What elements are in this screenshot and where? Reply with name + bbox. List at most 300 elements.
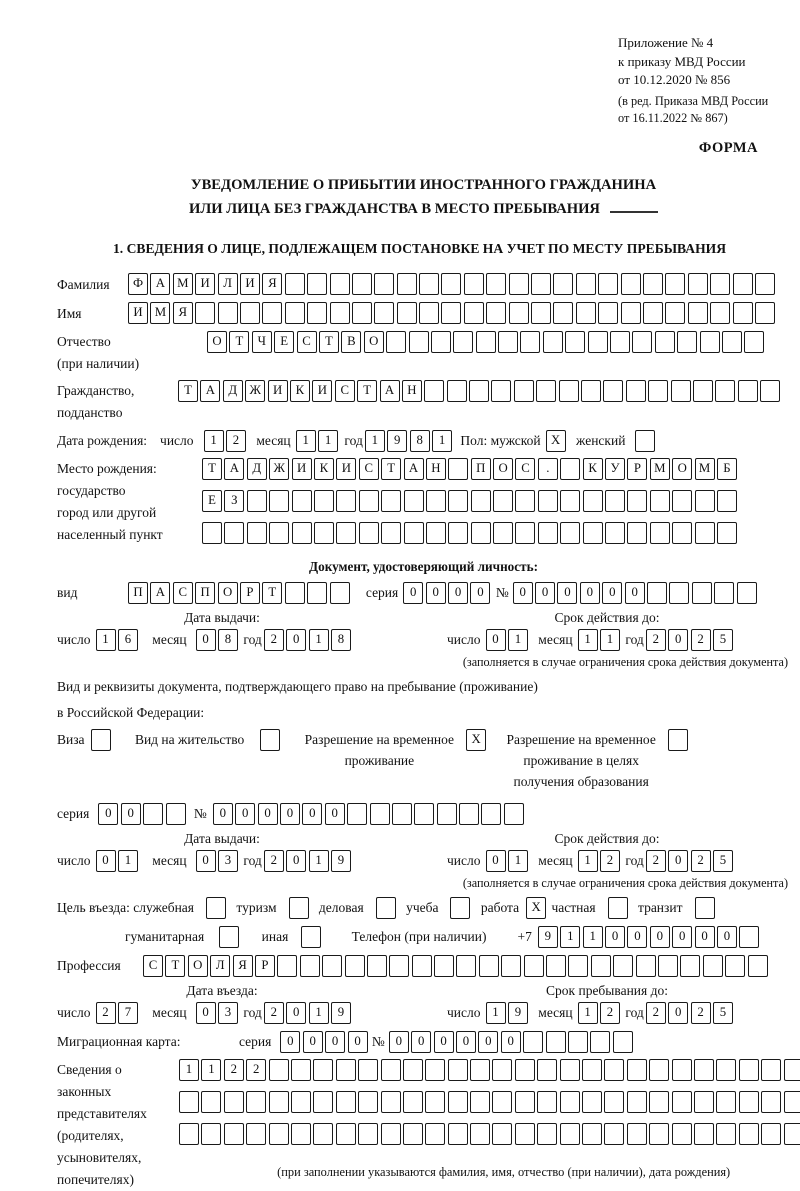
char-box[interactable] [694, 1091, 714, 1113]
char-box[interactable]: 8 [331, 629, 351, 651]
char-box[interactable] [403, 1059, 423, 1081]
char-box[interactable] [307, 273, 327, 295]
char-box[interactable] [269, 1059, 289, 1081]
char-box[interactable] [680, 955, 700, 977]
char-box[interactable] [605, 522, 625, 544]
char-box[interactable] [381, 1091, 401, 1113]
char-box[interactable]: 0 [286, 629, 306, 651]
char-box[interactable]: 1 [508, 850, 528, 872]
char-box[interactable] [314, 490, 334, 512]
char-box[interactable] [648, 380, 668, 402]
char-box[interactable] [733, 273, 753, 295]
char-box[interactable]: 0 [213, 803, 233, 825]
purpose-sluzhebnaya-checkbox[interactable] [206, 897, 226, 919]
char-box[interactable] [403, 1091, 423, 1113]
char-box[interactable] [761, 1059, 781, 1081]
char-box[interactable]: В [341, 331, 361, 353]
char-box[interactable] [692, 582, 712, 604]
char-box[interactable]: Т [262, 582, 282, 604]
char-box[interactable]: 0 [98, 803, 118, 825]
char-box[interactable]: П [128, 582, 148, 604]
char-box[interactable] [322, 955, 342, 977]
char-box[interactable] [583, 490, 603, 512]
char-box[interactable] [591, 955, 611, 977]
char-box[interactable]: 0 [303, 1031, 323, 1053]
char-box[interactable] [471, 490, 491, 512]
char-box[interactable] [565, 331, 585, 353]
char-box[interactable] [700, 331, 720, 353]
char-box[interactable] [604, 1123, 624, 1145]
char-box[interactable] [715, 380, 735, 402]
char-box[interactable]: Ф [128, 273, 148, 295]
char-box[interactable]: 2 [646, 1002, 666, 1024]
char-box[interactable] [626, 380, 646, 402]
char-box[interactable] [345, 955, 365, 977]
char-box[interactable]: И [195, 273, 215, 295]
char-box[interactable] [425, 1091, 445, 1113]
char-box[interactable] [590, 1031, 610, 1053]
char-box[interactable] [520, 331, 540, 353]
char-box[interactable] [627, 1123, 647, 1145]
char-box[interactable]: Т [319, 331, 339, 353]
char-box[interactable] [292, 490, 312, 512]
char-box[interactable] [300, 955, 320, 977]
char-box[interactable]: 6 [118, 629, 138, 651]
char-box[interactable] [560, 1123, 580, 1145]
char-box[interactable]: 5 [713, 1002, 733, 1024]
char-box[interactable] [481, 803, 501, 825]
char-box[interactable] [224, 1123, 244, 1145]
char-box[interactable] [498, 331, 518, 353]
char-box[interactable]: 0 [389, 1031, 409, 1053]
char-box[interactable] [537, 1123, 557, 1145]
purpose-gumanitarnaya-checkbox[interactable] [219, 926, 239, 948]
char-box[interactable] [737, 582, 757, 604]
char-box[interactable] [738, 380, 758, 402]
char-box[interactable] [374, 302, 394, 324]
char-box[interactable] [409, 331, 429, 353]
char-box[interactable]: 0 [286, 1002, 306, 1024]
char-box[interactable]: Я [233, 955, 253, 977]
char-box[interactable] [143, 803, 163, 825]
char-box[interactable]: Л [210, 955, 230, 977]
char-box[interactable] [627, 1091, 647, 1113]
char-box[interactable] [471, 522, 491, 544]
char-box[interactable] [581, 380, 601, 402]
char-box[interactable] [285, 273, 305, 295]
char-box[interactable] [509, 302, 529, 324]
char-box[interactable] [509, 273, 529, 295]
char-box[interactable]: 1 [296, 430, 316, 452]
purpose-ucheba-checkbox[interactable] [450, 897, 470, 919]
char-box[interactable] [246, 1091, 266, 1113]
char-box[interactable] [604, 1091, 624, 1113]
char-box[interactable] [389, 955, 409, 977]
char-box[interactable] [714, 582, 734, 604]
char-box[interactable] [515, 490, 535, 512]
char-box[interactable] [672, 490, 692, 512]
purpose-chastnaya-checkbox[interactable] [608, 897, 628, 919]
char-box[interactable] [560, 490, 580, 512]
char-box[interactable] [425, 1059, 445, 1081]
char-box[interactable] [598, 302, 618, 324]
residence-permit-checkbox[interactable] [260, 729, 280, 751]
char-box[interactable] [307, 582, 327, 604]
char-box[interactable] [464, 302, 484, 324]
char-box[interactable]: С [173, 582, 193, 604]
char-box[interactable] [588, 331, 608, 353]
char-box[interactable] [285, 582, 305, 604]
char-box[interactable]: Т [165, 955, 185, 977]
char-box[interactable]: 2 [646, 629, 666, 651]
char-box[interactable]: 0 [580, 582, 600, 604]
char-box[interactable]: 0 [235, 803, 255, 825]
char-box[interactable] [627, 522, 647, 544]
char-box[interactable]: 0 [325, 1031, 345, 1053]
char-box[interactable]: О [207, 331, 227, 353]
char-box[interactable]: Т [381, 458, 401, 480]
char-box[interactable] [269, 1091, 289, 1113]
char-box[interactable] [441, 273, 461, 295]
char-box[interactable]: С [515, 458, 535, 480]
char-box[interactable]: Я [173, 302, 193, 324]
char-box[interactable] [285, 302, 305, 324]
char-box[interactable]: С [335, 380, 355, 402]
char-box[interactable]: О [218, 582, 238, 604]
char-box[interactable]: 1 [204, 430, 224, 452]
char-box[interactable]: 0 [280, 803, 300, 825]
char-box[interactable]: Ж [269, 458, 289, 480]
char-box[interactable]: 0 [501, 1031, 521, 1053]
char-box[interactable]: К [290, 380, 310, 402]
char-box[interactable]: 1 [578, 1002, 598, 1024]
char-box[interactable] [672, 1123, 692, 1145]
char-box[interactable] [672, 522, 692, 544]
char-box[interactable] [470, 1123, 490, 1145]
char-box[interactable] [693, 380, 713, 402]
char-box[interactable]: М [173, 273, 193, 295]
char-box[interactable] [374, 273, 394, 295]
purpose-inaya-checkbox[interactable] [301, 926, 321, 948]
char-box[interactable] [784, 1123, 800, 1145]
char-box[interactable] [381, 490, 401, 512]
char-box[interactable] [412, 955, 432, 977]
char-box[interactable] [739, 926, 759, 948]
char-box[interactable] [546, 955, 566, 977]
char-box[interactable]: 0 [403, 582, 423, 604]
char-box[interactable]: 2 [96, 1002, 116, 1024]
char-box[interactable]: 1 [118, 850, 138, 872]
char-box[interactable] [307, 302, 327, 324]
char-box[interactable] [739, 1059, 759, 1081]
char-box[interactable] [733, 302, 753, 324]
char-box[interactable] [695, 490, 715, 512]
char-box[interactable]: 3 [218, 850, 238, 872]
char-box[interactable]: 8 [218, 629, 238, 651]
char-box[interactable] [560, 522, 580, 544]
char-box[interactable] [269, 522, 289, 544]
char-box[interactable]: 2 [691, 629, 711, 651]
char-box[interactable] [722, 331, 742, 353]
char-box[interactable] [647, 582, 667, 604]
char-box[interactable]: И [312, 380, 332, 402]
char-box[interactable] [419, 273, 439, 295]
char-box[interactable] [486, 302, 506, 324]
char-box[interactable] [583, 522, 603, 544]
char-box[interactable]: 1 [179, 1059, 199, 1081]
char-box[interactable] [493, 522, 513, 544]
char-box[interactable] [246, 1123, 266, 1145]
char-box[interactable] [739, 1091, 759, 1113]
char-box[interactable] [437, 803, 457, 825]
char-box[interactable] [632, 331, 652, 353]
char-box[interactable]: 9 [331, 1002, 351, 1024]
char-box[interactable] [784, 1091, 800, 1113]
char-box[interactable] [553, 302, 573, 324]
char-box[interactable] [201, 1091, 221, 1113]
char-box[interactable] [605, 490, 625, 512]
char-box[interactable]: П [471, 458, 491, 480]
char-box[interactable]: 1 [583, 926, 603, 948]
char-box[interactable]: Т [178, 380, 198, 402]
char-box[interactable] [448, 522, 468, 544]
char-box[interactable]: 2 [264, 850, 284, 872]
char-box[interactable] [448, 1123, 468, 1145]
char-box[interactable]: 2 [691, 850, 711, 872]
char-box[interactable] [492, 1091, 512, 1113]
char-box[interactable]: 0 [668, 850, 688, 872]
char-box[interactable] [744, 331, 764, 353]
char-box[interactable] [524, 955, 544, 977]
char-box[interactable]: 0 [325, 803, 345, 825]
char-box[interactable] [649, 1123, 669, 1145]
char-box[interactable] [492, 1059, 512, 1081]
char-box[interactable] [604, 1059, 624, 1081]
char-box[interactable] [313, 1059, 333, 1081]
char-box[interactable]: 1 [600, 629, 620, 651]
char-box[interactable]: . [538, 458, 558, 480]
char-box[interactable] [397, 273, 417, 295]
purpose-turizm-checkbox[interactable] [289, 897, 309, 919]
char-box[interactable]: 2 [264, 1002, 284, 1024]
char-box[interactable] [392, 803, 412, 825]
char-box[interactable]: 0 [196, 629, 216, 651]
char-box[interactable]: 0 [196, 1002, 216, 1024]
char-box[interactable] [761, 1123, 781, 1145]
char-box[interactable]: 1 [560, 926, 580, 948]
char-box[interactable]: К [583, 458, 603, 480]
char-box[interactable] [610, 331, 630, 353]
char-box[interactable]: 0 [426, 582, 446, 604]
char-box[interactable]: Д [223, 380, 243, 402]
char-box[interactable] [470, 1091, 490, 1113]
char-box[interactable]: 2 [646, 850, 666, 872]
char-box[interactable]: У [605, 458, 625, 480]
char-box[interactable]: 0 [280, 1031, 300, 1053]
char-box[interactable]: Р [240, 582, 260, 604]
char-box[interactable] [459, 803, 479, 825]
char-box[interactable]: 9 [538, 926, 558, 948]
char-box[interactable]: Я [262, 273, 282, 295]
char-box[interactable] [669, 582, 689, 604]
char-box[interactable] [404, 490, 424, 512]
char-box[interactable] [448, 490, 468, 512]
char-box[interactable]: И [336, 458, 356, 480]
char-box[interactable] [655, 331, 675, 353]
char-box[interactable] [568, 1031, 588, 1053]
char-box[interactable]: С [359, 458, 379, 480]
char-box[interactable]: 2 [600, 1002, 620, 1024]
char-box[interactable]: С [143, 955, 163, 977]
char-box[interactable] [536, 380, 556, 402]
char-box[interactable] [425, 1123, 445, 1145]
char-box[interactable] [453, 331, 473, 353]
char-box[interactable]: 1 [201, 1059, 221, 1081]
char-box[interactable]: 0 [478, 1031, 498, 1053]
char-box[interactable]: 0 [668, 629, 688, 651]
char-box[interactable] [694, 1123, 714, 1145]
char-box[interactable] [537, 1091, 557, 1113]
char-box[interactable] [650, 490, 670, 512]
char-box[interactable]: 0 [258, 803, 278, 825]
char-box[interactable]: 9 [508, 1002, 528, 1024]
char-box[interactable] [694, 1059, 714, 1081]
char-box[interactable]: 2 [264, 629, 284, 651]
char-box[interactable] [603, 380, 623, 402]
char-box[interactable]: Л [218, 273, 238, 295]
char-box[interactable] [336, 1091, 356, 1113]
char-box[interactable] [582, 1091, 602, 1113]
char-box[interactable] [426, 490, 446, 512]
char-box[interactable]: 0 [605, 926, 625, 948]
char-box[interactable] [760, 380, 780, 402]
char-box[interactable] [650, 522, 670, 544]
char-box[interactable]: 2 [691, 1002, 711, 1024]
char-box[interactable] [224, 1091, 244, 1113]
char-box[interactable]: 0 [672, 926, 692, 948]
char-box[interactable] [166, 803, 186, 825]
char-box[interactable] [649, 1059, 669, 1081]
char-box[interactable] [671, 380, 691, 402]
char-box[interactable]: Е [274, 331, 294, 353]
char-box[interactable] [347, 803, 367, 825]
char-box[interactable] [504, 803, 524, 825]
char-box[interactable] [291, 1091, 311, 1113]
char-box[interactable]: Н [426, 458, 446, 480]
temp-residence-edu-checkbox[interactable] [668, 729, 688, 751]
title-blank-underline[interactable] [610, 199, 658, 213]
char-box[interactable]: 1 [309, 629, 329, 651]
char-box[interactable] [431, 331, 451, 353]
char-box[interactable] [447, 380, 467, 402]
char-box[interactable] [434, 955, 454, 977]
char-box[interactable] [448, 1059, 468, 1081]
char-box[interactable] [313, 1123, 333, 1145]
char-box[interactable]: 5 [713, 850, 733, 872]
char-box[interactable] [414, 803, 434, 825]
char-box[interactable] [492, 1123, 512, 1145]
char-box[interactable] [330, 302, 350, 324]
char-box[interactable]: М [150, 302, 170, 324]
char-box[interactable]: 1 [508, 629, 528, 651]
char-box[interactable] [179, 1123, 199, 1145]
char-box[interactable]: 0 [486, 850, 506, 872]
char-box[interactable]: 0 [650, 926, 670, 948]
char-box[interactable]: Ж [245, 380, 265, 402]
char-box[interactable] [784, 1059, 800, 1081]
char-box[interactable]: О [188, 955, 208, 977]
char-box[interactable] [358, 1091, 378, 1113]
char-box[interactable] [202, 522, 222, 544]
char-box[interactable] [501, 955, 521, 977]
char-box[interactable] [748, 955, 768, 977]
char-box[interactable]: 0 [456, 1031, 476, 1053]
char-box[interactable] [695, 522, 715, 544]
char-box[interactable] [419, 302, 439, 324]
char-box[interactable] [336, 1123, 356, 1145]
char-box[interactable]: 0 [470, 582, 490, 604]
char-box[interactable]: Р [627, 458, 647, 480]
char-box[interactable] [240, 302, 260, 324]
char-box[interactable] [291, 1059, 311, 1081]
char-box[interactable]: 1 [578, 629, 598, 651]
char-box[interactable] [358, 1123, 378, 1145]
char-box[interactable]: 9 [331, 850, 351, 872]
char-box[interactable] [755, 302, 775, 324]
char-box[interactable]: 8 [410, 430, 430, 452]
char-box[interactable]: 0 [557, 582, 577, 604]
char-box[interactable]: 2 [600, 850, 620, 872]
char-box[interactable]: О [364, 331, 384, 353]
char-box[interactable] [582, 1123, 602, 1145]
char-box[interactable]: Б [717, 458, 737, 480]
char-box[interactable]: 1 [96, 629, 116, 651]
char-box[interactable] [247, 522, 267, 544]
char-box[interactable]: И [240, 273, 260, 295]
char-box[interactable]: 1 [365, 430, 385, 452]
char-box[interactable] [515, 1059, 535, 1081]
char-box[interactable] [688, 273, 708, 295]
char-box[interactable] [672, 1091, 692, 1113]
char-box[interactable]: И [128, 302, 148, 324]
char-box[interactable] [381, 1059, 401, 1081]
char-box[interactable]: Т [202, 458, 222, 480]
char-box[interactable] [359, 490, 379, 512]
char-box[interactable] [269, 490, 289, 512]
char-box[interactable] [359, 522, 379, 544]
char-box[interactable] [739, 1123, 759, 1145]
char-box[interactable] [658, 955, 678, 977]
purpose-rabota-checkbox[interactable]: X [526, 897, 546, 919]
char-box[interactable]: 0 [513, 582, 533, 604]
char-box[interactable]: 1 [309, 850, 329, 872]
char-box[interactable]: 0 [434, 1031, 454, 1053]
char-box[interactable] [523, 1031, 543, 1053]
char-box[interactable]: 7 [118, 1002, 138, 1024]
visa-checkbox[interactable] [91, 729, 111, 751]
char-box[interactable]: 1 [432, 430, 452, 452]
char-box[interactable] [568, 955, 588, 977]
purpose-delovaya-checkbox[interactable] [376, 897, 396, 919]
char-box[interactable]: 2 [246, 1059, 266, 1081]
char-box[interactable]: 0 [625, 582, 645, 604]
char-box[interactable]: А [200, 380, 220, 402]
char-box[interactable] [643, 273, 663, 295]
purpose-tranzit-checkbox[interactable] [695, 897, 715, 919]
char-box[interactable]: 0 [121, 803, 141, 825]
char-box[interactable] [330, 582, 350, 604]
char-box[interactable] [336, 1059, 356, 1081]
